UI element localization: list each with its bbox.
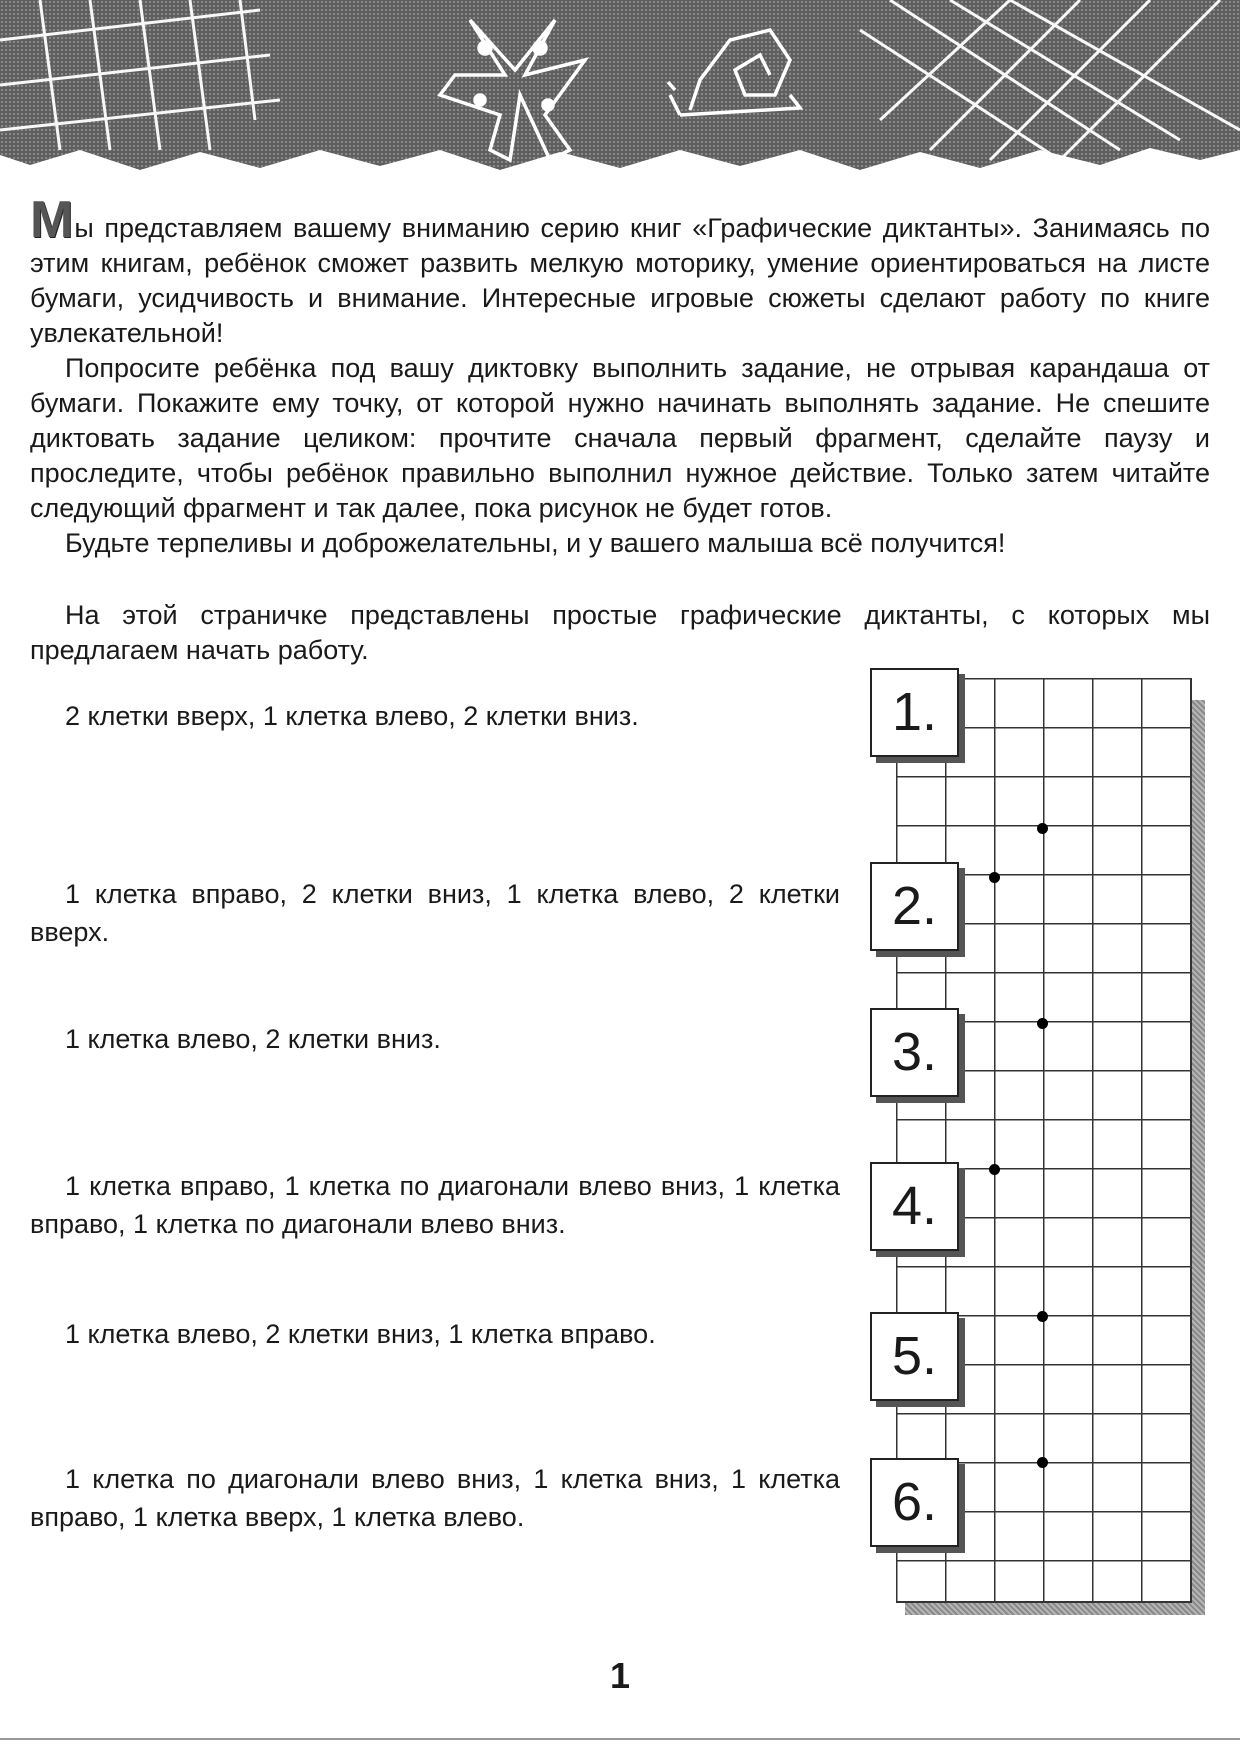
intro-subtext (30, 598, 1210, 668)
drop-cap: М (30, 191, 75, 249)
task-number-3: 3. (870, 1008, 959, 1097)
task-3-text: 1 клетка влево, 2 клетки вниз. (65, 1024, 441, 1054)
start-dot-5 (1037, 1311, 1048, 1322)
task-number-1: 1. (870, 668, 959, 757)
intro-paragraph-1-text: ы представляем вашему вниманию серию книг «Графические диктанты». Занимаясь по этим книгам, ребёнок сможет развить мелкую моторику, умение ориентироваться на листе бумаги, усидчивость и внимание. Интересные игровые сюжеты сделают работу по книге увлекательной! (30, 213, 1210, 348)
task-number-4: 4. (870, 1162, 959, 1251)
task-5-text: 1 клетка влево, 2 клетки вниз, 1 клетка вправо. (65, 1319, 656, 1349)
intro-paragraph-1 (30, 191, 1210, 351)
task-1-text: 2 клетки вверх, 1 клетка влево, 2 клетки вниз. (65, 701, 639, 731)
task-4-text: 1 клетка вправо, 1 клетка по диагонали влево вниз, 1 клетка вправо, 1 клетка по диагонали влево вниз. (30, 1171, 840, 1239)
bottom-divider (0, 1738, 1240, 1740)
task-6-text: 1 клетка по диагонали влево вниз, 1 клетка вниз, 1 клетка вправо, 1 клетка вверх, 1 клетка влево. (30, 1464, 840, 1532)
start-dot-6 (1037, 1457, 1048, 1468)
intro-text (30, 191, 1210, 561)
start-dot-3 (1037, 1018, 1048, 1029)
header-banner (0, 0, 1240, 190)
intro-paragraph-4: На этой страничке представлены простые графические диктанты, с которых мы предлагаем начать работу. (30, 600, 1210, 665)
task-number-5: 5. (870, 1312, 959, 1401)
task-2-text: 1 клетка вправо, 2 клетки вниз, 1 клетка влево, 2 клетки вверх. (30, 879, 840, 947)
task-number-6: 6. (870, 1458, 959, 1547)
intro-paragraph-3: Будьте терпеливы и доброжелательны, и у вашего малыша всё получится! (65, 528, 1006, 558)
start-dot-2 (989, 872, 1000, 883)
intro-paragraph-2: Попросите ребёнка под вашу диктовку выполнить задание, не отрывая карандаша от бумаги. Покажите ему точку, от которой нужно начинать выполнять задание. Не спешите диктовать задание целиком: прочтите сначала первый фрагмент, сделайте паузу и проследите, чтобы ребёнок правильно выполнил нужное действие. Только затем читайте следующий фрагмент и так далее, пока рисунок не будет готов. (30, 353, 1210, 523)
task-number-2: 2. (870, 862, 959, 951)
start-dot-1 (1037, 823, 1048, 834)
page-number: 1 (609, 1655, 631, 1696)
start-dot-4 (989, 1164, 1000, 1175)
